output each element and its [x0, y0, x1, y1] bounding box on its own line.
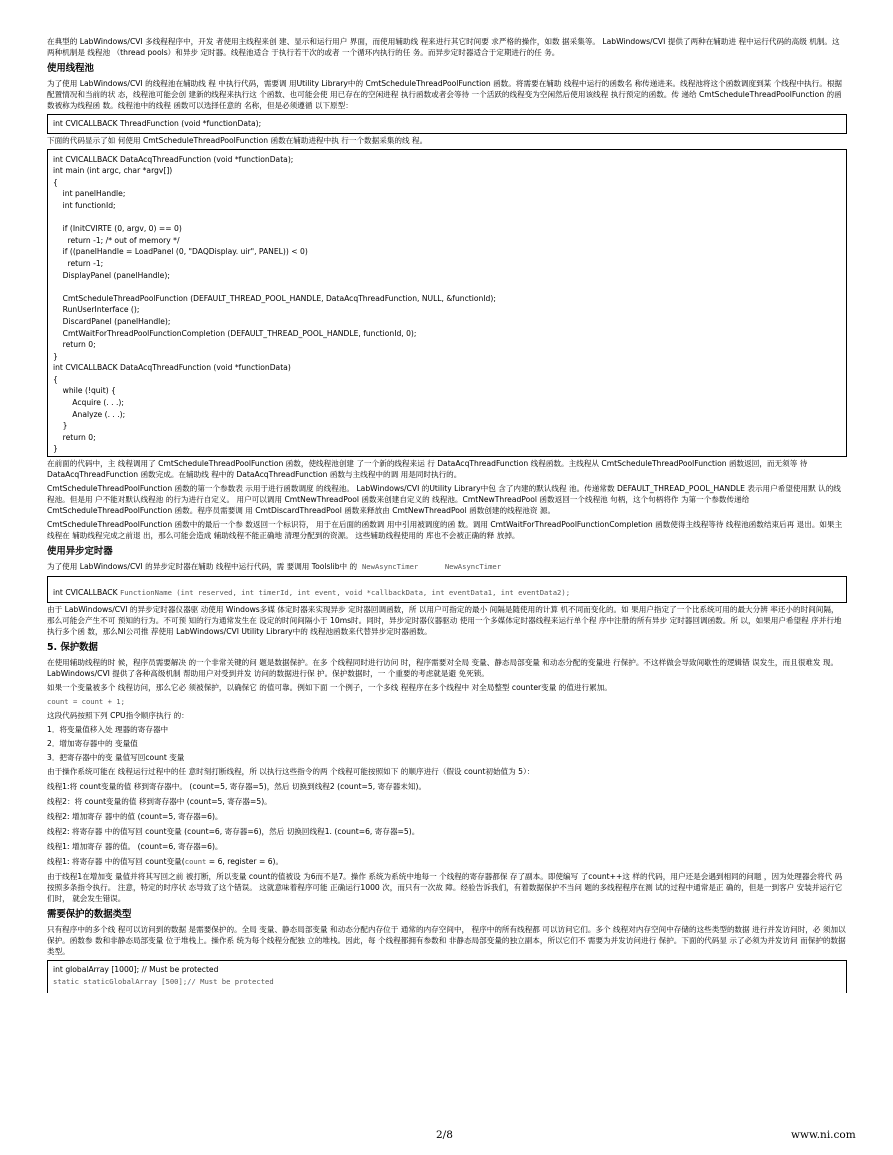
footer-website: www.ni.com	[791, 1129, 856, 1141]
intro-paragraph: 在典型的 LabWindows/CVI 多线程程序中，开发 者使用主线程来创 建、显示和运行用户 界面，而使用辅助线 程来进行其它时间要 求严格的操作，如数 据采集等。 LabWindows/CVI 提供了两种在辅助进 程中运行代码的高级 机制。这两种机制是 线程池 （thread pools）和异步 定时器。线程池适合 于执行若干次的或者 一个循环内执行的任 务。而异步定时器适合于定期进行的任 务。	[47, 37, 840, 57]
step-2: 2．增加寄存器中的 变量值	[47, 739, 138, 749]
thread-step-6-code: count	[184, 857, 207, 867]
prototype-box	[47, 114, 847, 134]
section-heading-thread-pool: 使用线程池	[47, 63, 94, 74]
code-line: DiscardPanel (panelHandle);	[53, 316, 171, 326]
data-types-paragraph: 只有程序中的多个线 程可以访问到的数据 是需要保护的。全局 变量、静态局部变量 和动态分配内存位于 通常的内存空间中， 程序中的所有线程都 可以访问它们。多个 线程对内存空间中存储的这些类型的数据 进行并发访问时，必 须加以保护。函数参 数和非静态局部变量 位于堆栈上。操作系 统为每个线程分配独 立的堆栈。因此，每 个线程都拥有参数和 非静态局部变量的独立副本，所以它们不 需要为并发访问进行 保护。下面的代码显 示了必须为并发访问 而保护的数据类型。	[47, 925, 846, 957]
code-line	[53, 212, 841, 224]
count-code-line	[47, 696, 847, 707]
count-code: count = count + 1;	[47, 697, 125, 707]
async-timer-paragraph-1	[47, 561, 847, 572]
thread-step-1: 线程1:将 count变量的值 移到寄存器中。 (count=5, 寄存器=5)，然后 切换到线程2 (count=5, 寄存器未知)。	[47, 782, 427, 792]
thread-pool-paragraph-2: 下面的代码显示了如 何使用 CmtScheduleThreadPoolFunction 函数在辅助进程中执 行一个数据采集的线 程。	[47, 135, 428, 145]
async-prototype-head: int CVICALLBACK	[53, 588, 120, 598]
async-prototype-box	[47, 576, 847, 603]
data-types-code-box	[47, 960, 847, 993]
code-line: {	[53, 177, 58, 187]
document-page	[47, 36, 847, 994]
prototype-code: int CVICALLBACK ThreadFunction (void *functionData);	[53, 119, 262, 128]
code-line: }	[53, 444, 58, 454]
static-array-code: static staticGlobalArray [500];// Must be protected	[53, 976, 274, 986]
code-line: if (InitCVIRTE (0, argv, 0) == 0)	[53, 224, 182, 234]
code-line: int main (int argc, char *argv[])	[53, 166, 173, 176]
thread-step-6-b: = 6, register = 6)。	[206, 857, 284, 867]
page-number: 2/8	[436, 1129, 453, 1141]
code-line: int CVICALLBACK DataAcqThreadFunction (void *functionData);	[53, 154, 294, 164]
code-line: }	[53, 351, 58, 361]
code-line: int panelHandle;	[53, 189, 126, 199]
code-line: DisplayPanel (panelHandle);	[53, 270, 170, 280]
global-array-code: int globalArray [1000]; // Must be protected	[53, 965, 219, 975]
thread-pool-paragraph-1: 为了使用 LabWindows/CVI 的线程池在辅助线 程 中执行代码，需要调 用Utility Library中的 CmtScheduleThreadPoolFunction 函数。将需要在辅助 线程中运行的函数名 称传递进来。线程池将这个函数调度到某 个线程中执行。根据 配置情况和当前的状 态，线程池可能会创 建新的线程来执行这 个函数、也可能会使 用已存在的空闲进程 执行函数或者会等待 一个活跃的线程变为空闲然后使用该线程 执行预定的函数。传 递给 CmtScheduleThreadPoolFunction 的函数被称为线程函 数。线程池中的线程 函数可以选择任意的 名称，但是必须遵循 以下原型：	[47, 79, 843, 110]
code-block-data-acq	[47, 149, 847, 457]
new-async-timer-code-1: NewAsyncTimer	[361, 562, 419, 572]
code-line: {	[53, 374, 58, 384]
section-heading-async-timer: 使用异步定时器	[47, 546, 113, 558]
code-line: }	[53, 421, 68, 431]
thread-pool-paragraph-4: CmtScheduleThreadPoolFunction 函数的第一个参数表 示用于进行函数调度 的线程池。 LabWindows/CVI 的Utility Library中包 含了内建的默认线程 池。传递常数 DEFAULT_THREAD_POOL_HANDLE 表示用户希望使用默 认的线程池。但是用 户不能对默认线程池 的行为进行自定义。 用户可以调用 CmtNewThreadPool 函数来创建自定义的 线程池。CmtNewThreadPool 函数返回一个线程池 句柄，这个句柄将作 为第一个参数传递给 CmtScheduleThreadPoolFunction 函数。程序员需要调 用 CmtDiscardThreadPool 函数来释放由 CmtNewThreadPool 函数创建的线程池资 源。	[47, 484, 841, 516]
code-line: if ((panelHandle = LoadPanel (0, "DAQDisplay. uir", PANEL)) < 0)	[53, 247, 308, 257]
thread-pool-paragraph-5: CmtScheduleThreadPoolFunction 函数中的最后一个参 数返回一个标识符， 用于在后面的函数调 用中引用被调度的函 数。调用 CmtWaitForThreadPoolFunctionCompletion 函数使得主线程等待 线程池函数结束后再 退出。如果主线程在 辅助线程完成之前退 出，那么可能会造成 辅助线程不能正确地 清理分配到的资源。 这些辅助线程使用的 库也不会被正确的释 放掉。	[47, 520, 843, 541]
section-heading-protect-data: 5. 保护数据	[47, 642, 98, 654]
section-heading-data-types: 需要保护的数据类型	[47, 909, 132, 921]
thread-step-3: 线程2: 增加寄存 器中的值 (count=5, 寄存器=6)。	[47, 812, 223, 822]
code-line: while (!quit) {	[53, 386, 116, 396]
code-line: return -1;	[53, 258, 104, 268]
code-line: CmtScheduleThreadPoolFunction (DEFAULT_THREAD_POOL_HANDLE, DataAcqThreadFunction, NULL, &functionId);	[53, 293, 496, 303]
code-line: return 0;	[53, 432, 96, 442]
async-prototype-signature: FunctionName (int reserved, int timerId, int event, void *callbackData, int eventData1, int eventData2);	[119, 588, 571, 598]
code-line: return 0;	[53, 340, 96, 350]
protect-data-paragraph-5: 由于线程1在增加变 量值并将其写回之前 被打断，所以变量 count的值被设 为6而不是7。操作 系统为系统中地每一 个线程的寄存器都保 存了副本。即使编写 了count++这 样的代码，用户还是会遇到相同的问题 ，因为处理器会将代 码 按照多条指令执行。 注意，特定的时序状 态导致了这个错误。 这就意味着程序可能 正确运行1000 次，而只有一次故 障。经验告诉我们，有着数据保护不当问 题的多线程程序在测 试的过程中通常是正 确的，但是一到客户 安装并运行它们时， 就会发生错误。	[47, 872, 843, 904]
async-timer-paragraph-2: 由于 LabWindows/CVI 的异步定时器仪器驱 动使用 Windows多媒 体定时器来实现异步 定时器回调函数，所 以用户可指定的最小 间隔是随使用的计算 机不同而变化的。如 果用户指定了一个比系统可用的最大分辨 率还小的时间间隔， 那么可能会产生不可 预知的行为。不可预 知的行为通常发生在 设定的时间间隔小于 10ms时。同时，异步定时器仪器驱动 使用一个多媒体定时器线程来运行单个程 序中注册的所有异步 定时器回调函数。所 以，如果用户希望程 序并行地执行多个函 数，那么NI公司推 荐使用 LabWindows/CVI Utility Library中的 线程池函数来代替异步定时器函数。	[47, 605, 842, 637]
code-line: CmtWaitForThreadPoolFunctionCompletion (DEFAULT_THREAD_POOL_HANDLE, functionId, 0);	[53, 328, 417, 338]
code-line: int CVICALLBACK DataAcqThreadFunction (void *functionData)	[53, 363, 291, 373]
protect-data-paragraph-1: 在使用辅助线程的时 候，程序员需要解决 的一个非常关键的问 题是数据保护。在多 个线程同时进行访问 时，程序需要对全局 变量、静态局部变量 和动态分配的变量进 行保护。不这样做会导致间歇性的逻辑错 误发生，而且很难发 现。 LabWindows/CVI 提供了各种高级机制 帮助用户对受到并发 访问的数据进行保 护。保护数据时，一 个重要的考虑就是避 免死锁。	[47, 658, 839, 679]
cpu-order-paragraph: 这段代码按照下列 CPU指令顺序执行 的：	[47, 711, 189, 721]
new-async-timer-code-2: NewAsyncTimer	[444, 562, 502, 572]
code-line: return -1; /* out of memory */	[53, 235, 180, 245]
code-line: Analyze (. . .);	[53, 409, 126, 419]
thread-step-6	[47, 856, 847, 867]
thread-step-2: 线程2：将 count变量的值 移到寄存器中 (count=5, 寄存器=5)。	[47, 797, 272, 807]
thread-step-4: 线程2: 将寄存器 中的值写回 count变量 (count=6, 寄存器=6)，然后 切换回线程1. (count=6, 寄存器=5)。	[47, 827, 420, 837]
interrupt-paragraph: 由于操作系统可能在 线程运行过程中的任 意时刻打断线程，所 以执行这些指令的两 个线程可能按照如下 的顺序进行（假设 count初始值为 5）：	[47, 767, 535, 777]
code-line	[53, 281, 841, 293]
step-3: 3．把寄存器中的变 量值写回count 变量	[47, 753, 185, 763]
thread-step-6-a: 线程1: 将寄存器 中的值写回 count变量(	[47, 857, 185, 867]
protect-data-paragraph-2: 如果一个变量被多个 线程访问，那么它必 须被保护，以确保它 的值可靠。例如下面 一个例子，一个多线 程程序在多个线程中 对全局整型 counter变量 的值进行累加。	[47, 683, 612, 693]
async-timer-text: 为了使用 LabWindows/CVI 的异步定时器在辅助 线程中运行代码，需 要调用 Toolslib中 的	[47, 562, 358, 572]
step-1: 1．将变量值移入处 理器的寄存器中	[47, 725, 169, 735]
thread-step-5: 线程1: 增加寄存 器的值。 (count=6, 寄存器=6)。	[47, 842, 223, 852]
code-line: int functionId;	[53, 200, 116, 210]
code-line: RunUserInterface ();	[53, 305, 140, 315]
code-lines	[53, 154, 841, 455]
thread-pool-paragraph-3: 在前面的代码中，主 线程调用了 CmtScheduleThreadPoolFunction 函数，使线程池创建 了一个新的线程来运 行 DataAcqThreadFunction 线程函数。主线程从 CmtScheduleThreadPoolFunction 函数返回，而无须等 待 DataAcqThreadFunction 函数完成。在辅助线 程中的 DataAcqThreadFunction 函数与主线程中的调 用是同时执行的。	[47, 459, 808, 480]
code-line: Acquire (. . .);	[53, 398, 124, 408]
